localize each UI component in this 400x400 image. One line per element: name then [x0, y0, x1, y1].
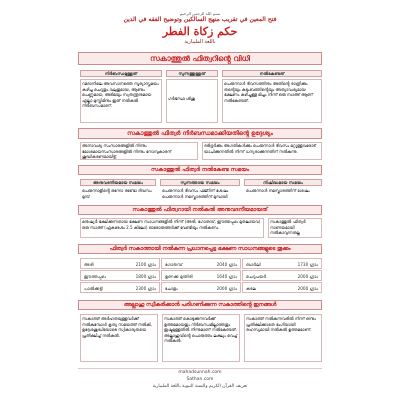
section-title-weights: ഫിത്വർ സകാത്തായി നൽകുന്ന പ്രധാനപ്പെട്ട ഭക്ഷണ സാധനങ്ങളുടെ തൂക്കം [78, 244, 322, 254]
section-title-purpose: സകാത്തുൽ ഫിത്വർ നിർബന്ധമാക്കിയതിൻ്റെ ഉദ്ദേശ്യം [78, 128, 322, 139]
weight-tile [80, 270, 160, 281]
weight-tile [161, 258, 241, 269]
weight-value: 2000 ഗ്രാം [216, 286, 237, 291]
cell-recommended: ഗർഭസ്ഥ ശിശു [168, 96, 195, 101]
cell-forbidden-time: പെരുന്നാൾ നമസ്കാരത്തിന് ശേഷം [246, 188, 310, 193]
cell-obligatory: റമദാനിലെ അവസാനത്തെ സൂര്യാസ്തമയം കഴിച്ച ചെറുതും വലുതുമായ, ആണും പെണ്ണുമായ, അടിമയും സ്വതന്ത്രനുമായ എല്ലാ മുസ്ലിമിനും ഇത് നൽകൽ നിർബന്ധമാണ്. [82, 81, 159, 109]
footer-site-secondary: Sathan.com [186, 377, 214, 382]
cell-acceptance-1: സകാത്ത് അർഹതയുള്ളവർക്ക് നൽകുമ്പോൾ കൃത്യ സമയത്ത് നൽകി, ഉദ്ദേശശുദ്ധിയോടെ സ്വീകാര്യതയെ പ്രതീക്ഷിച്ച് നൽകൽ. [82, 316, 153, 338]
weight-name: ചെറുപയർ [246, 274, 267, 279]
weight-tile [242, 258, 322, 269]
weight-name: അരി [84, 262, 94, 267]
footer-site-primary: mahadsunnah.com [178, 370, 222, 375]
section-title-permissible: സകാത്തുൽ ഫിത്വറായി നൽകൽ അനുവദനീയമായത് [78, 205, 322, 215]
weight-name: ഈത്തപ്പഴം [84, 274, 106, 279]
weight-tile [80, 282, 160, 293]
weight-name: ചോളം [165, 286, 178, 291]
cell-sunnah-time: പെരുന്നാൾ ദിവസം ഫജ്റിന് ശേഷം പെരുന്നാൾ നമസ്കാരത്തിന് മുമ്പായി [162, 188, 229, 199]
cell-amount: പെരുന്നാൾ ദിവസത്തിനും അതിൻ്റെ രാത്രിക്കും തൻ്റെയും കുടുംബത്തിൻ്റെയും അത്യാവശ്യമായ ഭക്ഷണം കഴിച്ചുള്ള മിച്ചം നിന്ന് ഒരു സാഅ് ആണ് നൽകേണ്ടത്. [224, 81, 313, 103]
column-header-forbidden-time: നിഷിദ്ധമായ സമയം [244, 179, 322, 186]
arabic-heading: حكم زكاة الفطر [162, 25, 238, 38]
weight-name: ബാർലി [246, 262, 261, 267]
weight-tile [161, 270, 241, 281]
weight-name: ഉണക്ക മുന്തിരി [165, 274, 193, 279]
cell-food-items: മനുഷ്യർ ഭക്ഷിക്കുന്നതായ ഭക്ഷണ സാധനങ്ങളിൽ നിന്ന് (അരി, ഗോതമ്പ്, ഈത്തപ്പഴം മുതലായവ) ഒരു സാഅ് (ഏകദേശം 2.5 കിലോ) ഓരോരുത്തർക്ക് വേണ്ടിയും നൽകണം. [82, 219, 261, 230]
weight-value: 2300 ഗ്രാം [135, 286, 156, 291]
weight-value: 1800 ഗ്രാം [135, 274, 156, 279]
weight-value: 1640 ഗ്രാം [216, 274, 237, 279]
arabic-book-title: فتح المعين في تقريب منهج السالكين وتوضيح الفقه في الدين [123, 16, 277, 23]
footer-arabic-note: تعريف القرآن الكريم والسنة النبوية باللغة المليبارية [152, 384, 248, 389]
weight-value: 2000 ഗ്രാം [297, 286, 318, 291]
weight-tile [242, 270, 322, 281]
cell-purpose-fasting: അനാവശ്യ സംസാരങ്ങളിൽ നിന്നും മോശമായസംസാരങ്ങളിൽ നിന്നും നോമ്പുകാരന് ശുദ്ധീകരണമായിട്ട്. [82, 143, 172, 159]
footer-divider [78, 368, 322, 369]
weight-name: ഗോതമ്പ് [165, 262, 183, 267]
section-title-ruling: സകാത്തുൽ ഫിത്വറിൻ്റെ വിധി [78, 52, 322, 65]
cell-no-money: സകാത്തുൽ ഫിത്വർ നാണയമായി നൽകാവുന്നതല്ല [270, 219, 306, 236]
section-title-time: സകാത്തുൽ ഫിത്വർ നൽകേണ്ട സമയം [78, 165, 322, 175]
weight-name: കടല [246, 286, 257, 291]
column-header-amount: നൽകേണ്ടത് [222, 70, 322, 77]
column-header-obligatory: നിർബന്ധമുള്ളത് [80, 70, 162, 77]
column-header-sunnah-time: സുന്നത്തായ സമയം [160, 179, 240, 186]
cell-permitted-time: പെരുന്നാളിൻ്റെ ഒന്നോ രണ്ടോ ദിവസം മുമ്പ് [82, 188, 152, 199]
column-header-permitted-time: അനുവദനീയമായ സമയം [80, 179, 156, 186]
basmala: بسم الله الرحمن الرحيم [179, 11, 221, 16]
weight-tile [161, 282, 241, 293]
section-title-acceptance: അല്ലാഹു സ്വീകരിക്കാൻ പരിഗണിക്കുന്ന സകാത്തിൻ്റെ ഇനങ്ങൾ [78, 300, 322, 310]
weight-value: 1730 ഗ്രാം [297, 262, 318, 267]
weight-name: പാൽക്കട്ടി [84, 286, 103, 291]
arabic-language-note: باللغة المليبارية [184, 39, 216, 45]
weight-tile [80, 258, 160, 269]
column-header-recommended: സുന്നത്തുള്ളത് [166, 70, 218, 77]
weight-value: 2040 ഗ്രാം [216, 262, 237, 267]
weight-value: 2100 ഗ്രാം [135, 262, 156, 267]
weight-tile [242, 282, 322, 293]
cell-acceptance-3: സകാത്ത് നൽകുന്നവരിൽ നിന്ന് ഒന്നും പ്രതീക്ഷിക്കാതെ ഭംഗിയായി രഹസ്യമായി നൽകൽ ഉത്തമമാണ്. [246, 316, 316, 333]
weight-value: 2000 ഗ്രാം [297, 274, 318, 279]
cell-acceptance-2: സകാത്ത് കൊടുക്കുന്നവർക്ക് ഉത്തമമായതും നിർബന്ധമില്ലാത്തതും ഇഷ്ടമുള്ളതിൽ നിന്നുമാണ് നൽകേണ്ടത്. അല്ലാഹുവിൻ്റെ പൊരുത്തം ലക്ഷ്യം വെച്ച് നൽകൽ. [164, 316, 238, 344]
cell-purpose-poor: ദരിദ്രർക്കും അഗതികൾക്കും പെരുന്നാൾ ദിവസം മറ്റുള്ളവരോട് യാചിക്കുന്നതിൽ നിന്ന് ധന്യരാക്കുന്നതിന് നൽകുന്നു. [204, 143, 316, 154]
